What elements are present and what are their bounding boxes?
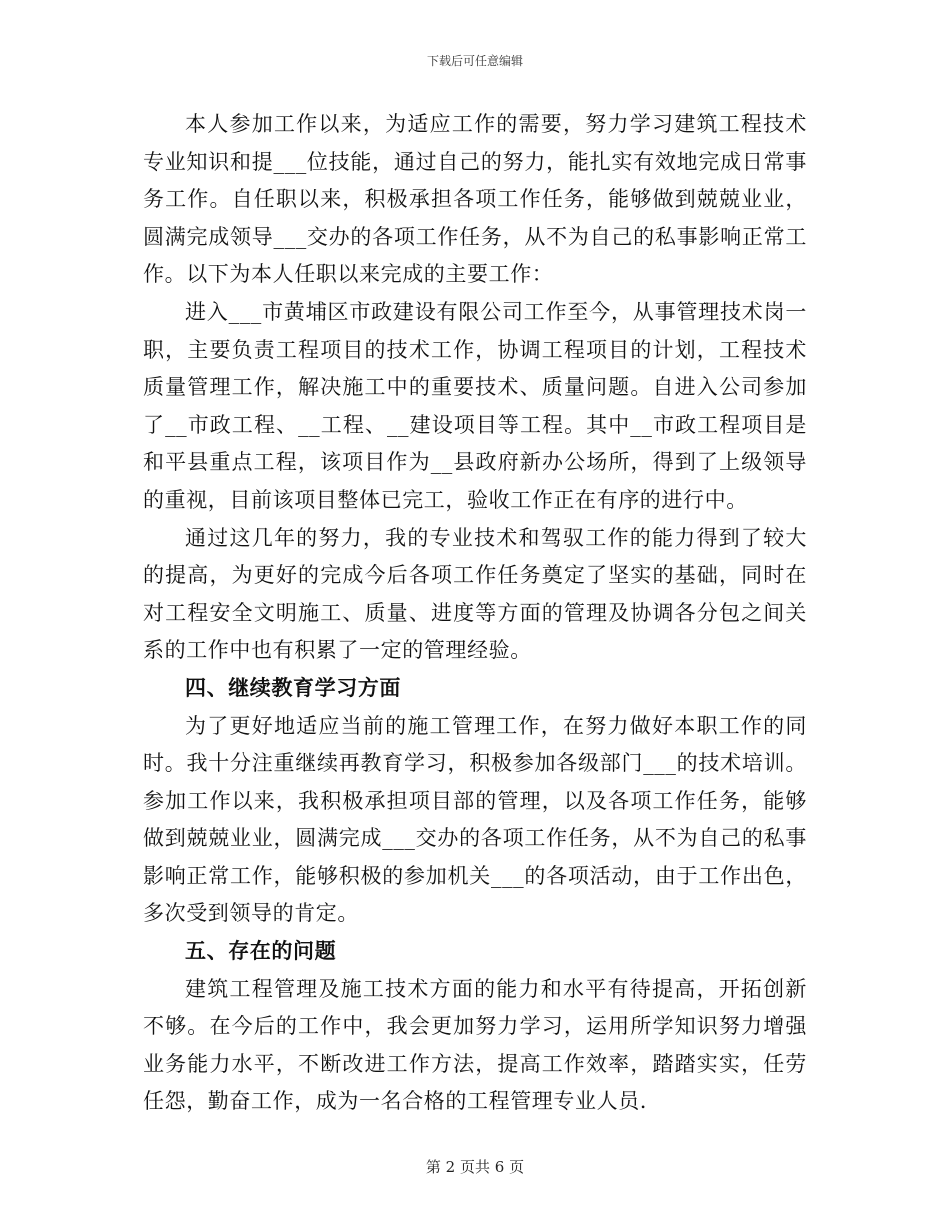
document-body	[143, 106, 807, 1121]
page-number-indicator: 第 2 页共 6 页	[425, 1158, 525, 1176]
section-heading-continuing-education: 四、继续教育学习方面	[185, 675, 401, 700]
paragraph-continuing-education: 为了更好地适应当前的施工管理工作，在努力做好本职工作的同时。我十分注重继续再教育学习，积极参加各级部门___的技术培训。参加工作以来，我积极承担项目部的管理，以及各项工作任务，能够做到兢兢业业，圆满完成___交办的各项工作任务，从不为自己的私事影响正常工作，能够积极的参加机关___的各项活动，由于工作出色，多次受到领导的肯定。	[143, 713, 807, 926]
paragraph-existing-problems: 建筑工程管理及施工技术方面的能力和水平有待提高，开拓创新不够。在今后的工作中，我会更加努力学习，运用所学知识努力增强业务能力水平，不断改进工作方法，提高工作效率，踏踏实实，任劳任怨，勤奋工作，成为一名合格的工程管理专业人员.	[143, 976, 807, 1114]
paragraph-main-work: 进入___市黄埔区市政建设有限公司工作至今，从事管理技术岗一职，主要负责工程项目的技术工作，协调工程项目的计划，工程技术质量管理工作，解决施工中的重要技术、质量问题。自进入公司参加了__市政工程、__工程、__建设项目等工程。其中__市政工程项目是和平县重点工程，该项目作为__县政府新办公场所，得到了上级领导的重视，目前该项目整体已完工，验收工作正在有序的进行中。	[143, 299, 807, 512]
paragraph-achievements: 通过这几年的努力，我的专业技术和驾驭工作的能力得到了较大的提高，为更好的完成今后各项工作任务奠定了坚实的基础，同时在对工程安全文明施工、质量、进度等方面的管理及协调各分包之间关系的工作中也有积累了一定的管理经验。	[143, 525, 807, 663]
page-header-note: 下载后可任意编辑	[426, 54, 523, 68]
section-heading-existing-problems: 五、存在的问题	[185, 939, 337, 964]
paragraph-intro: 本人参加工作以来，为适应工作的需要，努力学习建筑工程技术专业知识和提___位技能，通过自己的努力，能扎实有效地完成日常事务工作。自任职以来，积极承担各项工作任务，能够做到兢兢业业，圆满完成领导___交办的各项工作任务，从不为自己的私事影响正常工作。以下为本人任职以来完成的主要工作：	[143, 112, 807, 287]
